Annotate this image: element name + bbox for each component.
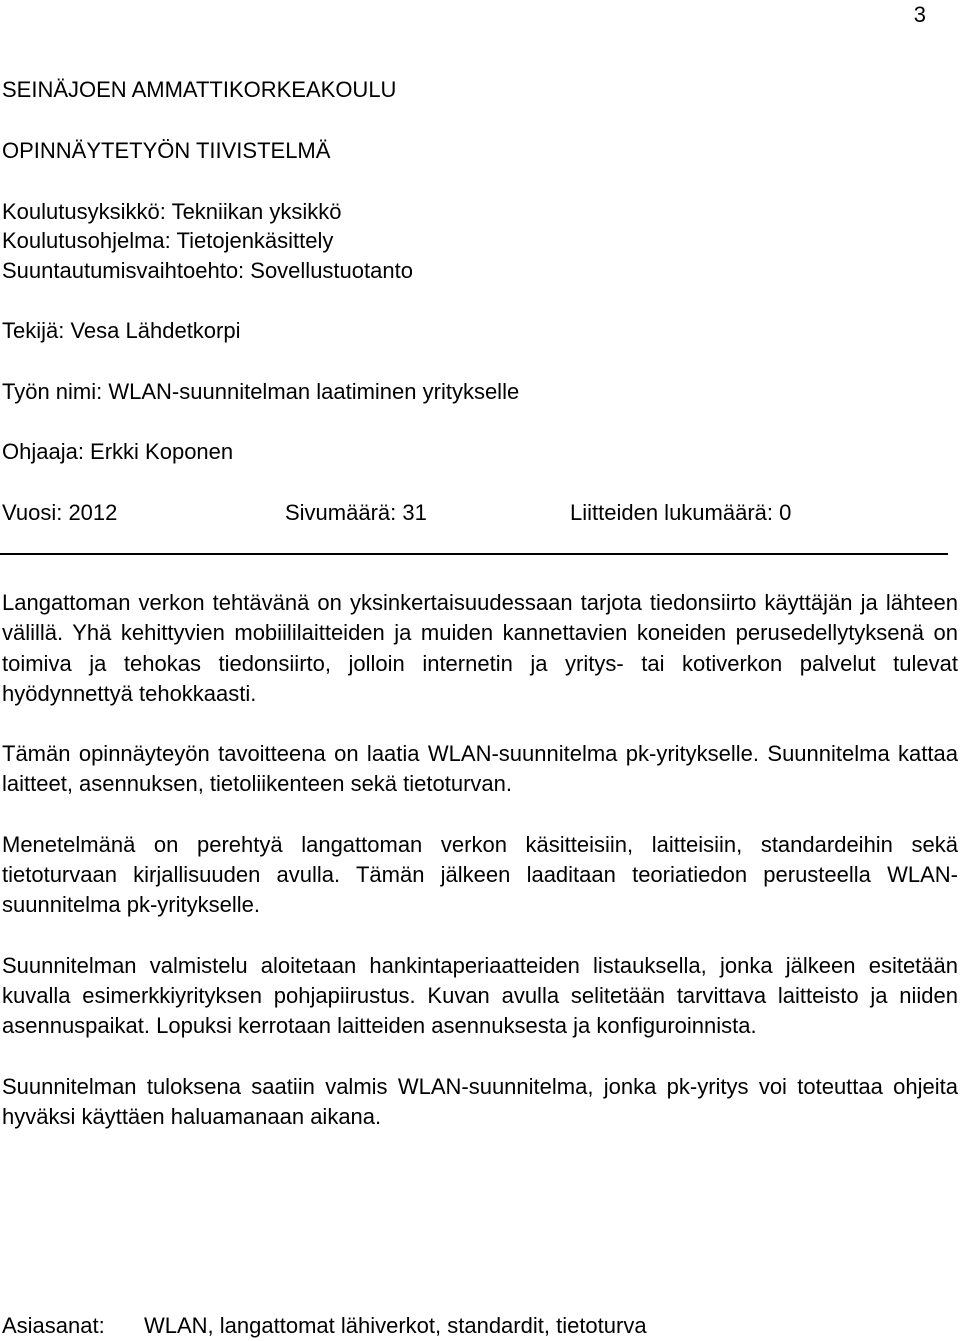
divider-line xyxy=(0,553,948,555)
abstract-paragraph: Suunnitelman tuloksena saatiin valmis WLAN-suunnitelma, jonka pk-yritys voi toteuttaa ohjeita hyväksi käyttäen haluamanaan aikana. xyxy=(2,1073,958,1129)
attachment-count-field: Liitteiden lukumäärä: 0 xyxy=(570,500,792,525)
keywords-label: Asiasanat: xyxy=(2,1313,105,1338)
supervisor-field: Ohjaaja: Erkki Koponen xyxy=(2,439,234,464)
keywords-value: WLAN, langattomat lähiverkot, standardit, tietoturva xyxy=(144,1313,647,1338)
thesis-title-field: Työn nimi: WLAN-suunnitelman laatiminen yritykselle xyxy=(2,379,520,404)
abstract-paragraph: Suunnitelman valmistelu aloitetaan hankintaperiaatteiden listauksella, jonka jälkeen esitetään kuvalla esimerkkiyrityksen pohjapiirustus. Kuvan avulla selitetään tarvittava laitteisto ja niiden asennuspaikat. Lopuksi kerrotaan laitteiden asennuksesta ja konfiguroinnista. xyxy=(2,952,958,1039)
author-field: Tekijä: Vesa Lähdetkorpi xyxy=(2,318,241,343)
specialisation-field: Suuntautumisvaihtoehto: Sovellustuotanto xyxy=(2,258,413,283)
page-count-field: Sivumäärä: 31 xyxy=(285,500,427,525)
keywords-line xyxy=(2,1311,647,1341)
abstract-paragraph: Menetelmänä on perehtyä langattoman verkon käsitteisiin, laitteisiin, standardeihin sekä tietoturvaan kirjallisuuden avulla. Tämän jälkeen laaditaan teoriatiedon perusteella WLAN-suunnitelma pk-yritykselle. xyxy=(2,831,958,918)
abstract-body xyxy=(2,588,958,1162)
programme-field: Koulutusohjelma: Tietojenkäsittely xyxy=(2,228,334,253)
document-type-heading: OPINNÄYTETYÖN TIIVISTELMÄ xyxy=(2,138,331,163)
metadata-row xyxy=(2,498,942,528)
school-name: SEINÄJOEN AMMATTIKORKEAKOULU xyxy=(2,77,397,102)
abstract-paragraph: Tämän opinnäyteyön tavoitteena on laatia WLAN-suunnitelma pk-yritykselle. Suunnitelma kattaa laitteet, asennuksen, tietoliikenteen sekä tietoturvan. xyxy=(2,741,958,797)
unit-field: Koulutusyksikkö: Tekniikan yksikkö xyxy=(2,199,342,224)
year-field: Vuosi: 2012 xyxy=(2,500,118,525)
abstract-paragraph: Langattoman verkon tehtävänä on yksinkertaisuudessaan tarjota tiedonsiirto käyttäjän ja lähteen välillä. Yhä kehittyvien mobiililaitteiden ja muiden kannettavien koneiden perusedellytyksenä on toimiva ja tehokas tiedonsiirto, jolloin internetin ja yritys- tai kotiverkon palvelut tulevat hyödynnettyä tehokkaasti. xyxy=(2,590,958,706)
page-number: 3 xyxy=(913,2,926,27)
